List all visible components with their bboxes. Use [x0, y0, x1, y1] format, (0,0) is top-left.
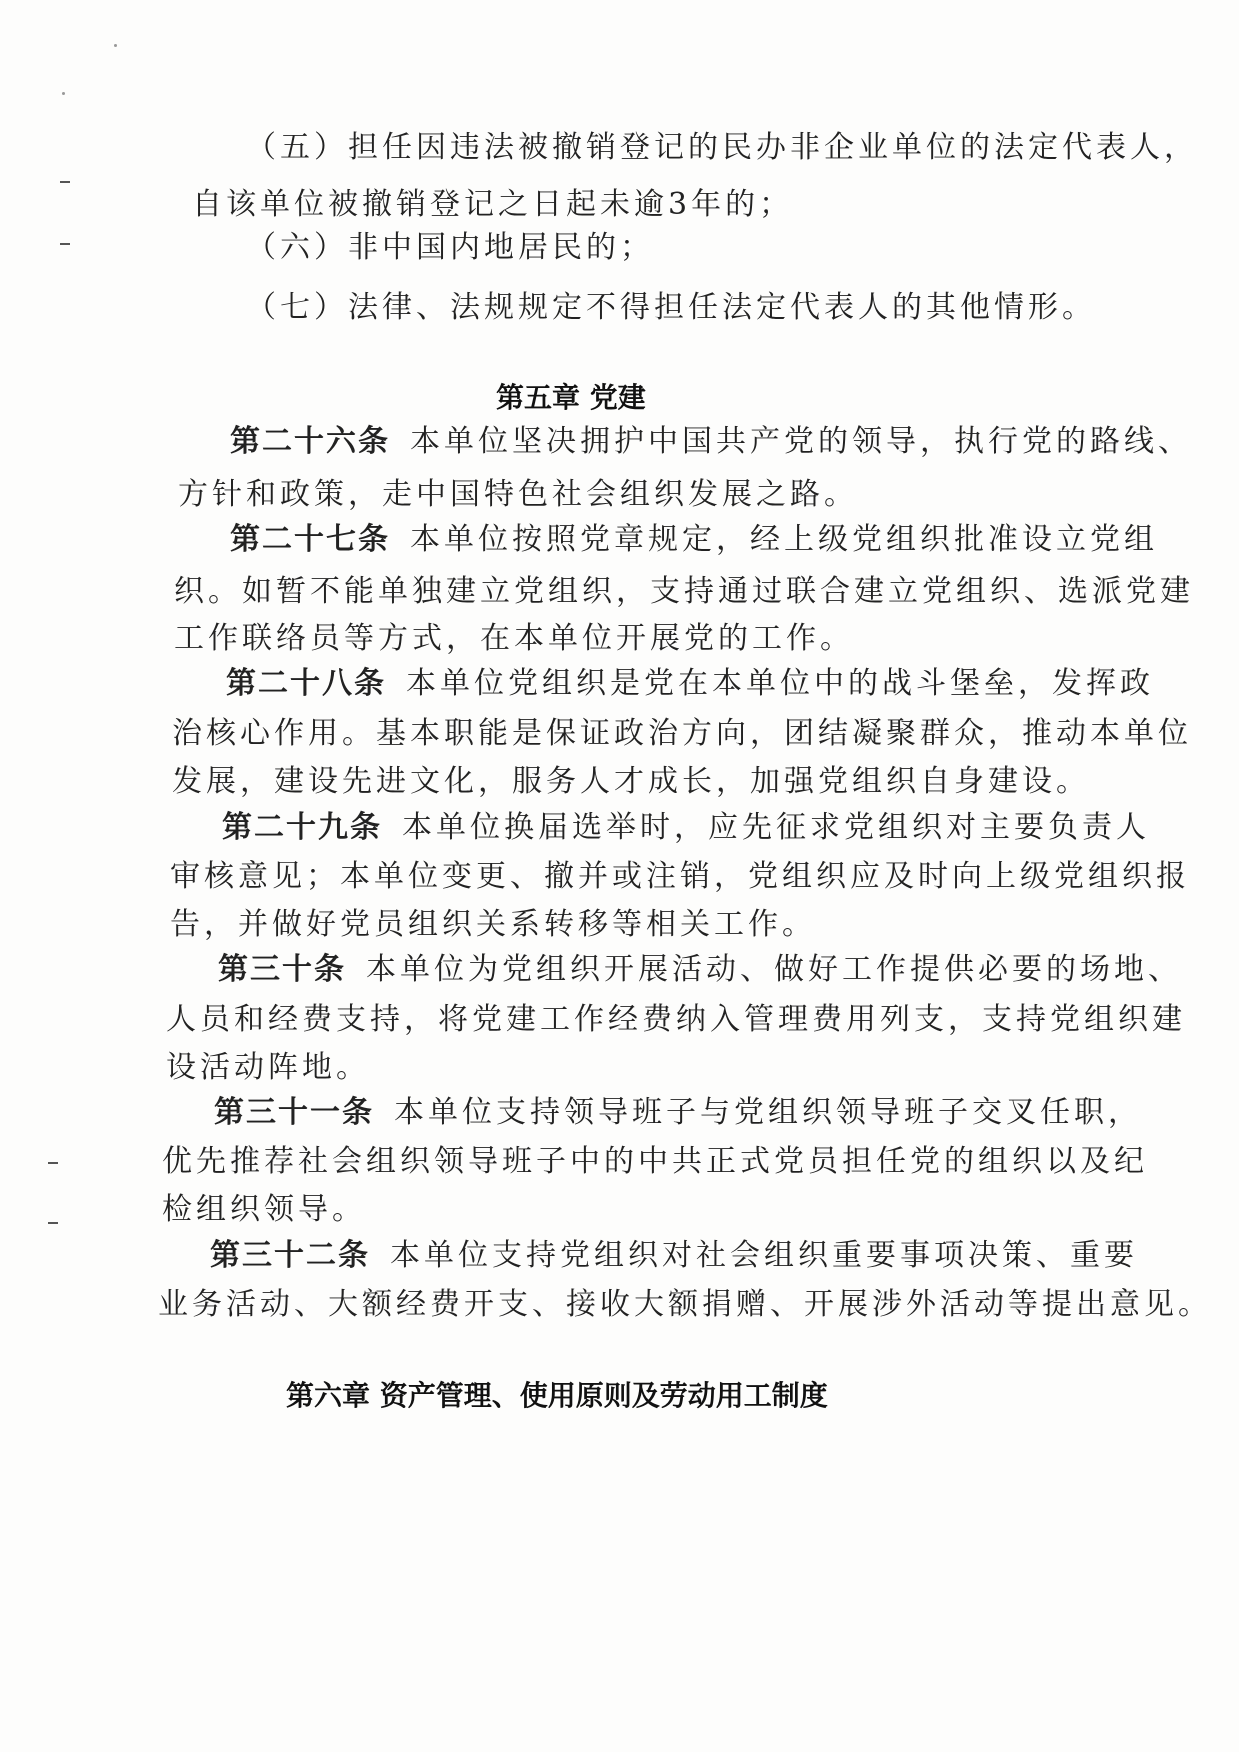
article-29-line-3: 告，并做好党员组织关系转移等相关工作。 — [170, 907, 816, 942]
scan-mark — [60, 181, 70, 183]
article-29-text: 本单位换届选举时，应先征求党组织对主要负责人 — [402, 810, 1150, 845]
item-5-line-1: （五）担任因违法被撤销登记的民办非企业单位的法定代表人， — [246, 130, 1198, 165]
article-31-line-2: 优先推荐社会组织领导班子中的中共正式党员担任党的组织以及纪 — [162, 1144, 1148, 1179]
scan-mark — [48, 1222, 58, 1224]
article-28-number: 第二十八条 — [226, 666, 386, 701]
article-27-line-3: 工作联络员等方式，在本单位开展党的工作。 — [174, 621, 854, 656]
article-28-line-1 — [226, 664, 1154, 704]
article-27-line-2: 织。如暂不能单独建立党组织，支持通过联合建立党组织、选派党建 — [174, 574, 1194, 609]
scan-mark — [60, 243, 70, 245]
article-28-line-3: 发展，建设先进文化，服务人才成长，加强党组织自身建设。 — [172, 764, 1090, 799]
article-27-line-1 — [230, 520, 1158, 560]
chapter-6-title: 第六章 资产管理、使用原则及劳动用工制度 — [286, 1379, 828, 1412]
article-29-line-2: 审核意见；本单位变更、撤并或注销，党组织应及时向上级党组织报 — [170, 859, 1190, 894]
article-30-line-3: 设活动阵地。 — [166, 1050, 370, 1085]
article-30-number: 第三十条 — [218, 952, 346, 987]
article-29-line-1 — [222, 808, 1150, 848]
article-29-number: 第二十九条 — [222, 810, 382, 845]
article-32-line-1 — [210, 1236, 1138, 1276]
article-32-number: 第三十二条 — [210, 1238, 370, 1273]
article-31-number: 第三十一条 — [214, 1095, 374, 1130]
article-32-text: 本单位支持党组织对社会组织重要事项决策、重要 — [390, 1238, 1138, 1273]
article-28-text: 本单位党组织是党在本单位中的战斗堡垒，发挥政 — [406, 666, 1154, 701]
article-27-text: 本单位按照党章规定，经上级党组织批准设立党组 — [410, 522, 1158, 557]
scan-speck — [62, 92, 65, 95]
article-26-line-2: 方针和政策，走中国特色社会组织发展之路。 — [178, 477, 858, 512]
chapter-5-title: 第五章 党建 — [496, 381, 646, 414]
article-30-line-1 — [218, 950, 1182, 990]
article-30-line-2: 人员和经费支持，将党建工作经费纳入管理费用列支，支持党组织建 — [166, 1002, 1186, 1037]
scan-speck — [114, 44, 117, 47]
article-26-line-1 — [230, 422, 1192, 462]
item-6: （六）非中国内地居民的； — [246, 230, 654, 265]
article-26-number: 第二十六条 — [230, 424, 390, 459]
article-26-text: 本单位坚决拥护中国共产党的领导，执行党的路线、 — [410, 424, 1192, 459]
article-31-line-1 — [214, 1093, 1142, 1133]
article-31-text: 本单位支持领导班子与党组织领导班子交叉任职， — [394, 1095, 1142, 1130]
item-7: （七）法律、法规规定不得担任法定代表人的其他情形。 — [246, 290, 1096, 325]
article-27-number: 第二十七条 — [230, 522, 390, 557]
article-31-line-3: 检组织领导。 — [162, 1192, 366, 1227]
scan-mark — [48, 1162, 58, 1164]
article-30-text: 本单位为党组织开展活动、做好工作提供必要的场地、 — [366, 952, 1182, 987]
article-32-line-2: 业务活动、大额经费开支、接收大额捐赠、开展涉外活动等提出意见。 — [158, 1287, 1212, 1322]
item-5-line-2: 自该单位被撤销登记之日起未逾3年的； — [192, 187, 794, 222]
article-28-line-2: 治核心作用。基本职能是保证政治方向，团结凝聚群众，推动本单位 — [172, 716, 1192, 751]
